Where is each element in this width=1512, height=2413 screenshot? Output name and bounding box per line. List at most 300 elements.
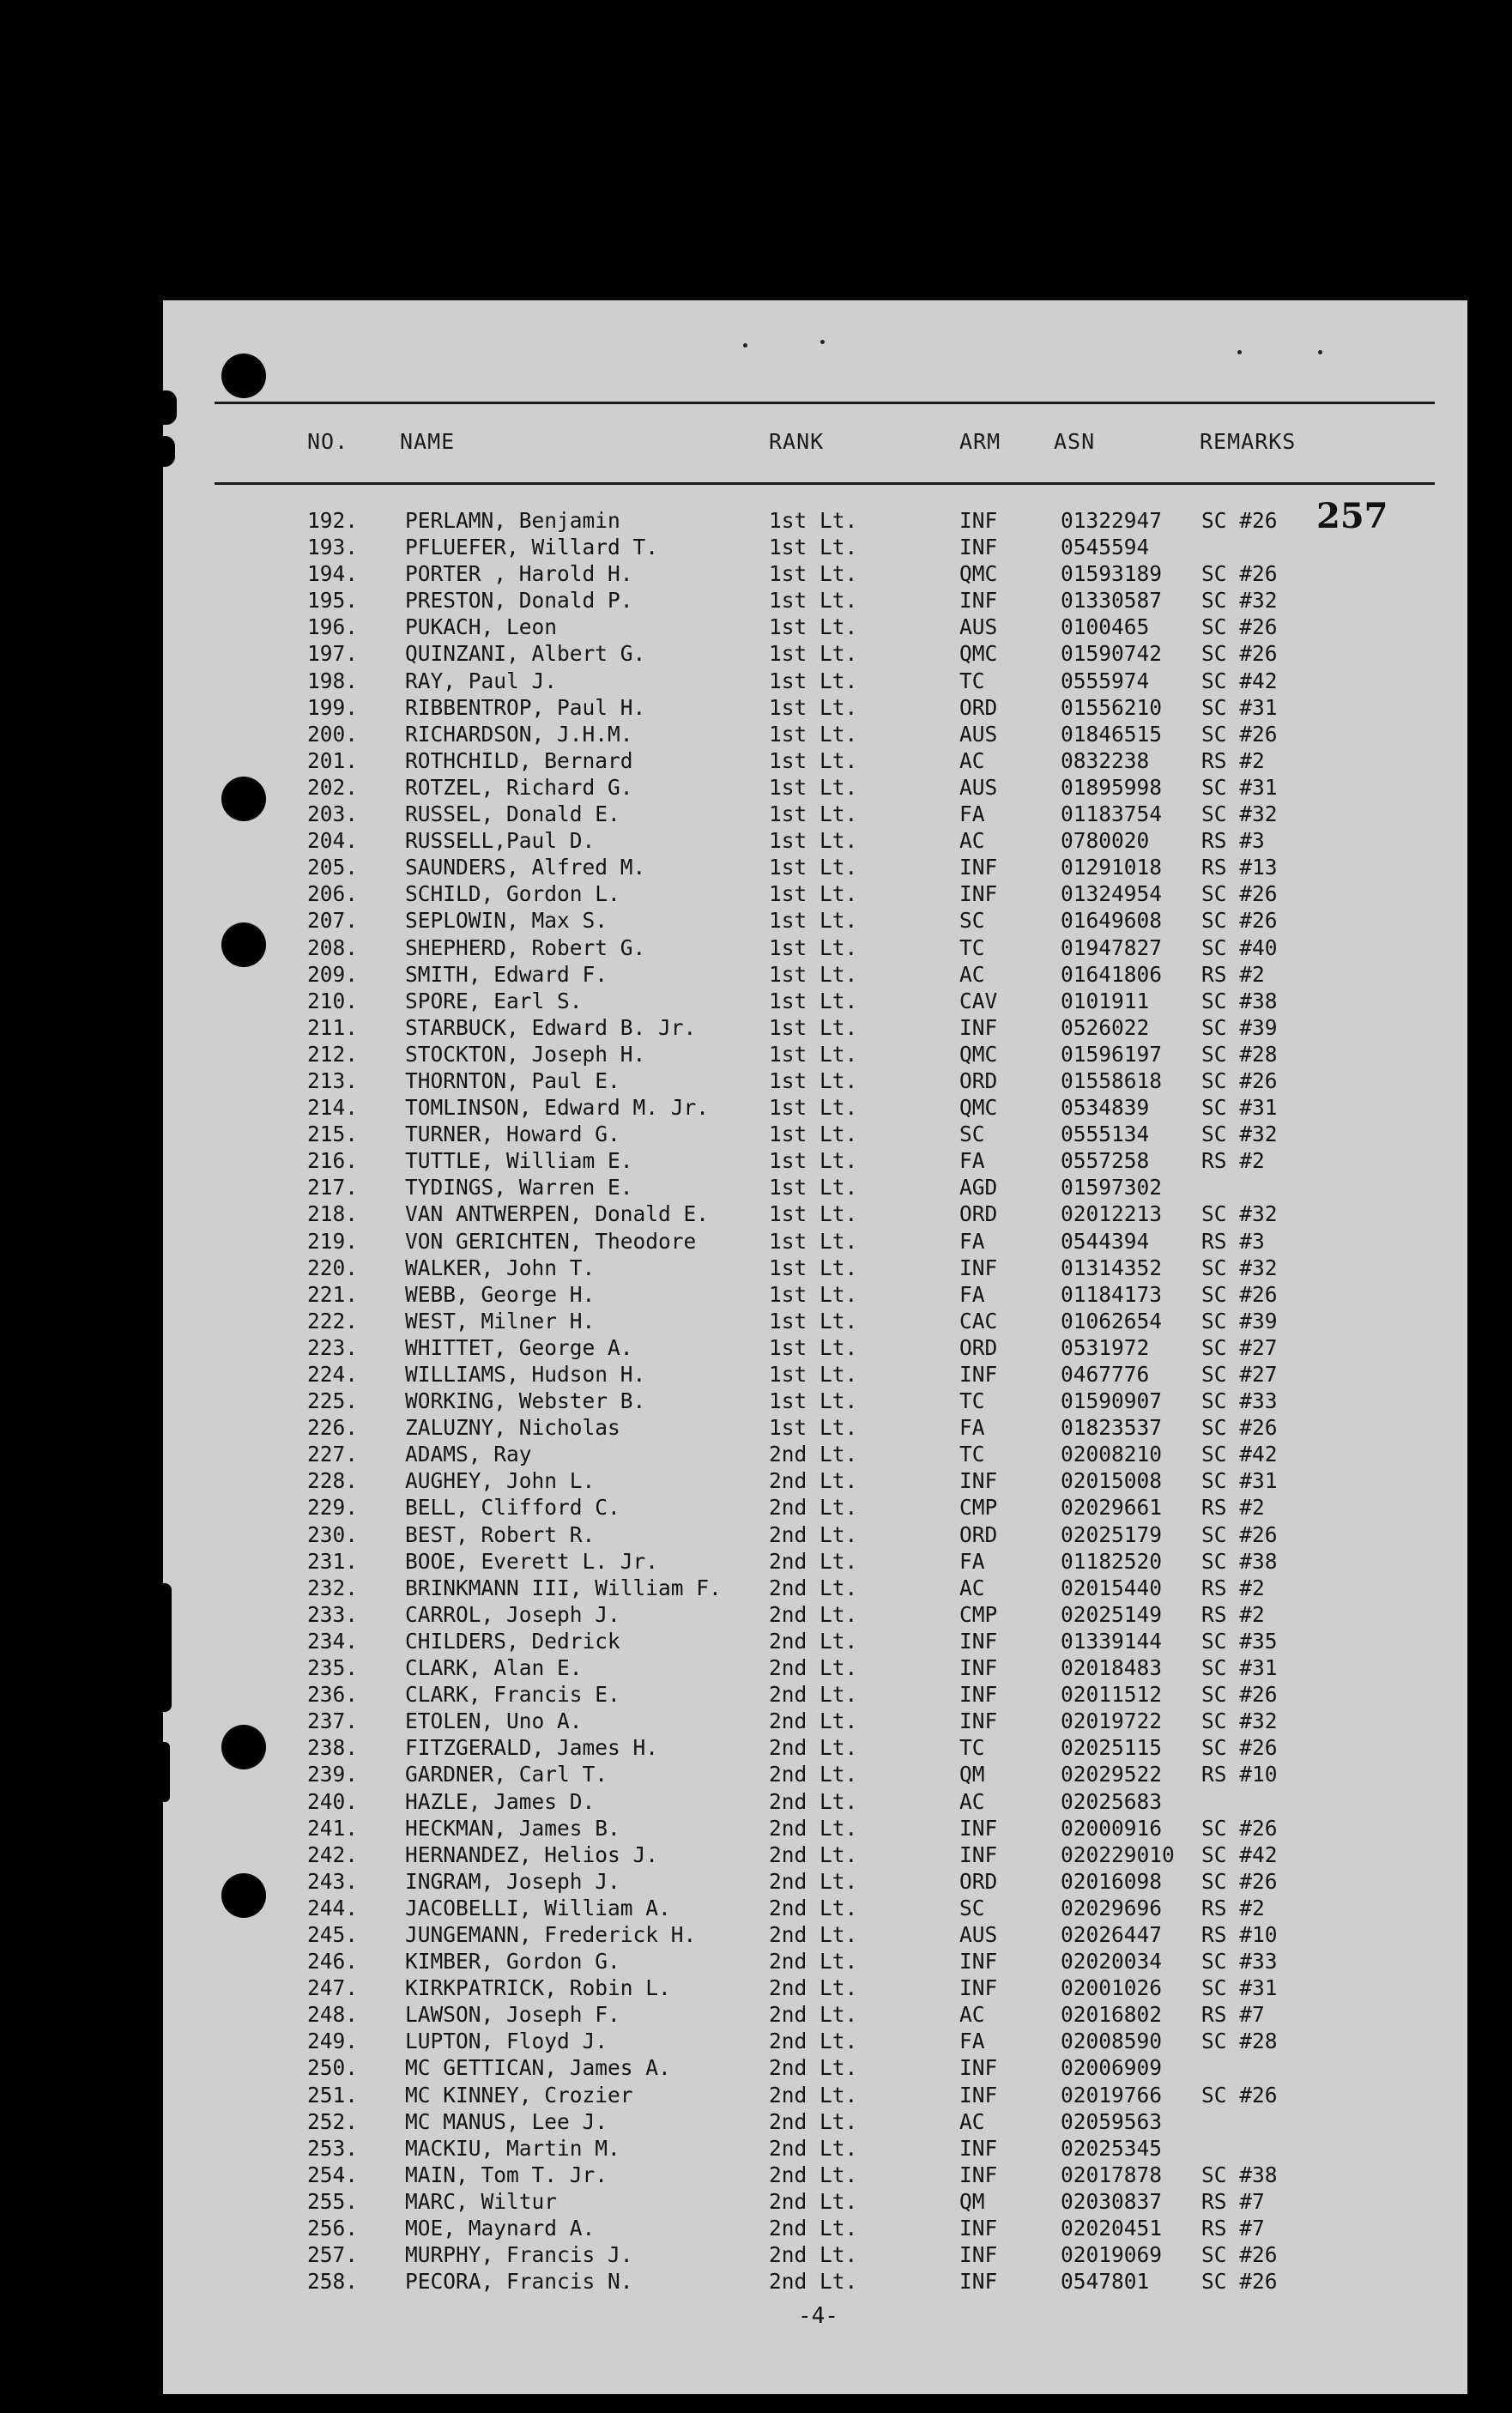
table-row: [163, 2242, 1467, 2269]
table-row: [163, 722, 1467, 748]
row-number: 218.: [307, 1201, 359, 1227]
row-remarks: RS #2: [1201, 1601, 1265, 1627]
table-row: [163, 1549, 1467, 1575]
table-row: [163, 2136, 1467, 2162]
row-remarks: SC #32: [1201, 801, 1278, 827]
row-asn: 01641806: [1061, 961, 1163, 987]
row-name: ZALUZNY, Nicholas: [405, 1415, 620, 1441]
row-asn: 01330587: [1061, 588, 1163, 614]
header-top-rule: [215, 402, 1435, 404]
column-header-no: NO.: [307, 429, 349, 454]
table-row: [163, 1388, 1467, 1415]
row-rank: 1st Lt.: [769, 908, 858, 934]
row-rank: 1st Lt.: [769, 1014, 858, 1040]
row-number: 228.: [307, 1468, 359, 1494]
row-remarks: SC #26: [1201, 1521, 1278, 1547]
row-name: WILLIAMS, Hudson H.: [405, 1362, 646, 1387]
row-remarks: RS #3: [1201, 828, 1265, 854]
row-arm: TC: [959, 1735, 985, 1761]
row-rank: 1st Lt.: [769, 961, 858, 987]
table-row: [163, 588, 1467, 614]
row-rank: 1st Lt.: [769, 561, 858, 587]
row-remarks: SC #26: [1201, 1868, 1278, 1894]
table-row: [163, 1229, 1467, 1255]
row-name: BOOE, Everett L. Jr.: [405, 1548, 659, 1574]
row-arm: INF: [959, 1949, 998, 1975]
row-name: THORNTON, Paul E.: [405, 1067, 620, 1093]
table-row: [163, 695, 1467, 722]
row-number: 220.: [307, 1255, 359, 1280]
row-rank: 2nd Lt.: [769, 1575, 858, 1600]
table-row: [163, 1309, 1467, 1335]
row-asn: 02025179: [1061, 1521, 1163, 1547]
row-name: PERLAMN, Benjamin: [405, 508, 620, 533]
row-asn: 02008590: [1061, 2029, 1163, 2054]
row-asn: 01895998: [1061, 774, 1163, 800]
row-name: BRINKMANN III, William F.: [405, 1575, 722, 1600]
row-asn: 01183754: [1061, 801, 1163, 827]
row-remarks: SC #27: [1201, 1362, 1278, 1387]
row-asn: 02029661: [1061, 1495, 1163, 1521]
row-remarks: SC #32: [1201, 588, 1278, 614]
row-remarks: SC #26: [1201, 908, 1278, 934]
row-arm: CAV: [959, 988, 998, 1013]
row-remarks: SC #38: [1201, 1548, 1278, 1574]
speck: [1237, 350, 1242, 354]
row-arm: INF: [959, 1014, 998, 1040]
row-remarks: RS #3: [1201, 1228, 1265, 1254]
row-name: HERNANDEZ, Helios J.: [405, 1842, 659, 1867]
row-remarks: SC #39: [1201, 1014, 1278, 1040]
row-number: 252.: [307, 2108, 359, 2134]
row-number: 231.: [307, 1548, 359, 1574]
row-arm: AC: [959, 1575, 985, 1600]
row-asn: 01182520: [1061, 1548, 1163, 1574]
row-asn: 0545594: [1061, 535, 1150, 560]
row-asn: 01947827: [1061, 934, 1163, 960]
row-number: 207.: [307, 908, 359, 934]
row-asn: 02059563: [1061, 2108, 1163, 2134]
speck: [820, 340, 825, 344]
row-number: 246.: [307, 1949, 359, 1975]
row-asn: 01324954: [1061, 881, 1163, 907]
row-arm: INF: [959, 1655, 998, 1681]
row-number: 215.: [307, 1122, 359, 1147]
row-rank: 2nd Lt.: [769, 1895, 858, 1920]
row-arm: INF: [959, 1975, 998, 2001]
row-rank: 2nd Lt.: [769, 2108, 858, 2134]
row-number: 233.: [307, 1601, 359, 1627]
row-number: 256.: [307, 2216, 359, 2241]
row-asn: 02019722: [1061, 1708, 1163, 1734]
row-name: RIBBENTROP, Paul H.: [405, 694, 646, 720]
row-remarks: RS #2: [1201, 1495, 1265, 1521]
row-number: 243.: [307, 1868, 359, 1894]
table-row: [163, 1869, 1467, 1896]
row-rank: 1st Lt.: [769, 747, 858, 773]
row-asn: 02008210: [1061, 1442, 1163, 1467]
row-arm: AUS: [959, 721, 998, 747]
row-arm: TC: [959, 1442, 985, 1467]
row-rank: 1st Lt.: [769, 1281, 858, 1307]
row-asn: 02015440: [1061, 1575, 1163, 1600]
row-arm: INF: [959, 2242, 998, 2268]
row-number: 248.: [307, 2002, 359, 2028]
row-number: 219.: [307, 1228, 359, 1254]
table-row: [163, 1442, 1467, 1468]
row-name: RUSSELL,Paul D.: [405, 828, 596, 854]
row-arm: INF: [959, 535, 998, 560]
row-name: VAN ANTWERPEN, Donald E.: [405, 1201, 710, 1227]
row-rank: 1st Lt.: [769, 1041, 858, 1067]
row-asn: 0100465: [1061, 614, 1150, 640]
table-row: [163, 614, 1467, 641]
row-rank: 1st Lt.: [769, 934, 858, 960]
row-arm: INF: [959, 881, 998, 907]
row-arm: AUS: [959, 614, 998, 640]
row-number: 211.: [307, 1014, 359, 1040]
row-number: 244.: [307, 1895, 359, 1920]
table-row: [163, 1362, 1467, 1388]
row-arm: AGD: [959, 1175, 998, 1200]
row-asn: 02026447: [1061, 1921, 1163, 1947]
row-name: BEST, Robert R.: [405, 1521, 596, 1547]
row-number: 208.: [307, 934, 359, 960]
table-row: [163, 1735, 1467, 1762]
table-row: [163, 989, 1467, 1015]
row-asn: 02017878: [1061, 2162, 1163, 2187]
row-number: 253.: [307, 2135, 359, 2161]
row-arm: FA: [959, 1548, 985, 1574]
row-number: 224.: [307, 1362, 359, 1387]
row-name: VON GERICHTEN, Theodore: [405, 1228, 697, 1254]
row-arm: INF: [959, 2162, 998, 2187]
row-arm: CAC: [959, 1308, 998, 1334]
row-name: MC KINNEY, Crozier: [405, 2082, 633, 2108]
table-row: [163, 1495, 1467, 1521]
row-remarks: SC #32: [1201, 1201, 1278, 1227]
row-arm: INF: [959, 508, 998, 533]
row-asn: 02000916: [1061, 1815, 1163, 1841]
table-row: [163, 2162, 1467, 2189]
row-remarks: SC #28: [1201, 1041, 1278, 1067]
row-rank: 2nd Lt.: [769, 1682, 858, 1708]
row-arm: AC: [959, 828, 985, 854]
row-asn: 02012213: [1061, 1201, 1163, 1227]
table-row: [163, 962, 1467, 989]
table-row: [163, 1042, 1467, 1068]
row-remarks: RS #2: [1201, 961, 1265, 987]
row-remarks: SC #31: [1201, 1468, 1278, 1494]
row-asn: 0531972: [1061, 1334, 1150, 1360]
row-name: CLARK, Alan E.: [405, 1655, 583, 1681]
row-arm: FA: [959, 1281, 985, 1307]
row-asn: 02020451: [1061, 2216, 1163, 2241]
row-name: ADAMS, Ray: [405, 1442, 532, 1467]
header-bottom-rule: [215, 482, 1435, 485]
row-asn: 0780020: [1061, 828, 1150, 854]
row-arm: INF: [959, 588, 998, 614]
row-number: 212.: [307, 1041, 359, 1067]
row-name: HAZLE, James D.: [405, 1788, 596, 1814]
table-row: [163, 775, 1467, 801]
row-asn: 02025149: [1061, 1601, 1163, 1627]
table-row: [163, 668, 1467, 695]
row-arm: AUS: [959, 1921, 998, 1947]
row-rank: 1st Lt.: [769, 1148, 858, 1174]
row-number: 251.: [307, 2082, 359, 2108]
row-number: 201.: [307, 747, 359, 773]
table-row: [163, 1522, 1467, 1549]
table-row: [163, 1922, 1467, 1949]
table-row: [163, 1255, 1467, 1282]
row-arm: QMC: [959, 1041, 998, 1067]
table-row: [163, 1975, 1467, 2002]
row-number: 200.: [307, 721, 359, 747]
speck: [1318, 350, 1322, 354]
row-arm: INF: [959, 1842, 998, 1867]
table-row: [163, 935, 1467, 962]
row-rank: 1st Lt.: [769, 1067, 858, 1093]
row-arm: SC: [959, 1895, 985, 1920]
row-number: 249.: [307, 2029, 359, 2054]
row-rank: 1st Lt.: [769, 614, 858, 640]
row-name: STARBUCK, Edward B. Jr.: [405, 1014, 697, 1040]
row-arm: ORD: [959, 694, 998, 720]
row-name: ROTZEL, Richard G.: [405, 774, 633, 800]
row-remarks: SC #26: [1201, 1281, 1278, 1307]
row-remarks: SC #26: [1201, 2082, 1278, 2108]
table-row: [163, 1468, 1467, 1495]
row-rank: 1st Lt.: [769, 1095, 858, 1121]
row-remarks: SC #42: [1201, 1842, 1278, 1867]
row-remarks: RS #10: [1201, 1762, 1278, 1787]
row-name: AUGHEY, John L.: [405, 1468, 596, 1494]
row-arm: ORD: [959, 1334, 998, 1360]
row-rank: 2nd Lt.: [769, 2135, 858, 2161]
row-rank: 1st Lt.: [769, 1334, 858, 1360]
row-remarks: SC #26: [1201, 1067, 1278, 1093]
column-header-asn: ASN: [1054, 429, 1096, 454]
table-row: [163, 1201, 1467, 1228]
row-number: 250.: [307, 2055, 359, 2081]
torn-edge-mark: [163, 390, 177, 425]
row-remarks: RS #7: [1201, 2216, 1265, 2241]
row-name: ROTHCHILD, Bernard: [405, 747, 633, 773]
row-arm: CMP: [959, 1495, 998, 1521]
row-name: JACOBELLI, William A.: [405, 1895, 671, 1920]
column-header-remarks: REMARKS: [1200, 429, 1297, 454]
punch-hole: [221, 354, 266, 398]
row-remarks: RS #2: [1201, 1148, 1265, 1174]
row-rank: 1st Lt.: [769, 801, 858, 827]
row-name: SMITH, Edward F.: [405, 961, 608, 987]
row-rank: 2nd Lt.: [769, 1655, 858, 1681]
row-remarks: SC #31: [1201, 1975, 1278, 2001]
row-remarks: SC #40: [1201, 934, 1278, 960]
column-header-rank: RANK: [769, 429, 825, 454]
row-number: 245.: [307, 1921, 359, 1947]
row-asn: 02030837: [1061, 2188, 1163, 2214]
row-asn: 0547801: [1061, 2269, 1150, 2295]
row-arm: QMC: [959, 1095, 998, 1121]
row-asn: 02025683: [1061, 1788, 1163, 1814]
row-remarks: SC #27: [1201, 1334, 1278, 1360]
row-name: TOMLINSON, Edward M. Jr.: [405, 1095, 710, 1121]
row-arm: QMC: [959, 561, 998, 587]
row-remarks: SC #31: [1201, 694, 1278, 720]
row-number: 194.: [307, 561, 359, 587]
row-asn: 01593189: [1061, 561, 1163, 587]
row-number: 196.: [307, 614, 359, 640]
row-number: 229.: [307, 1495, 359, 1521]
row-number: 226.: [307, 1415, 359, 1441]
table-row: [163, 2029, 1467, 2055]
row-number: 232.: [307, 1575, 359, 1600]
roster-table: [163, 508, 1467, 2295]
row-rank: 2nd Lt.: [769, 2055, 858, 2081]
table-row: [163, 1335, 1467, 1362]
row-asn: 02029696: [1061, 1895, 1163, 1920]
row-arm: AC: [959, 2108, 985, 2134]
row-remarks: SC #38: [1201, 988, 1278, 1013]
row-arm: ORD: [959, 1868, 998, 1894]
row-rank: 1st Lt.: [769, 988, 858, 1013]
row-asn: 0544394: [1061, 1228, 1150, 1254]
row-rank: 1st Lt.: [769, 588, 858, 614]
row-number: 214.: [307, 1095, 359, 1121]
row-arm: FA: [959, 801, 985, 827]
table-row: [163, 1816, 1467, 1842]
row-asn: 0467776: [1061, 1362, 1150, 1387]
row-asn: 01823537: [1061, 1415, 1163, 1441]
row-number: 213.: [307, 1067, 359, 1093]
column-header-arm: ARM: [959, 429, 1001, 454]
row-number: 254.: [307, 2162, 359, 2187]
row-arm: AC: [959, 747, 985, 773]
table-row: [163, 1175, 1467, 1201]
row-remarks: SC #26: [1201, 641, 1278, 667]
table-row: [163, 1789, 1467, 1816]
row-remarks: SC #35: [1201, 1628, 1278, 1654]
row-number: 237.: [307, 1708, 359, 1734]
row-number: 257.: [307, 2242, 359, 2268]
row-remarks: SC #26: [1201, 614, 1278, 640]
row-rank: 2nd Lt.: [769, 1735, 858, 1761]
row-name: SPORE, Earl S.: [405, 988, 583, 1013]
row-rank: 2nd Lt.: [769, 1628, 858, 1654]
table-row: [163, 1095, 1467, 1122]
row-number: 210.: [307, 988, 359, 1013]
row-remarks: SC #33: [1201, 1949, 1278, 1975]
row-number: 234.: [307, 1628, 359, 1654]
row-number: 227.: [307, 1442, 359, 1467]
row-rank: 1st Lt.: [769, 535, 858, 560]
row-asn: 01339144: [1061, 1628, 1163, 1654]
row-asn: 0555134: [1061, 1122, 1150, 1147]
row-rank: 1st Lt.: [769, 1362, 858, 1387]
row-name: RUSSEL, Donald E.: [405, 801, 620, 827]
row-name: WALKER, John T.: [405, 1255, 596, 1280]
table-row: [163, 1148, 1467, 1175]
row-asn: 02019766: [1061, 2082, 1163, 2108]
table-row: [163, 2055, 1467, 2082]
row-name: STOCKTON, Joseph H.: [405, 1041, 646, 1067]
row-rank: 2nd Lt.: [769, 2082, 858, 2108]
row-remarks: SC #32: [1201, 1255, 1278, 1280]
row-remarks: RS #10: [1201, 1921, 1278, 1947]
row-asn: 01184173: [1061, 1281, 1163, 1307]
row-name: WHITTET, George A.: [405, 1334, 633, 1360]
row-remarks: SC #26: [1201, 2242, 1278, 2268]
row-number: 199.: [307, 694, 359, 720]
row-name: TUTTLE, William E.: [405, 1148, 633, 1174]
row-remarks: SC #26: [1201, 1682, 1278, 1708]
row-rank: 1st Lt.: [769, 668, 858, 693]
row-rank: 1st Lt.: [769, 774, 858, 800]
row-asn: 0526022: [1061, 1014, 1150, 1040]
row-rank: 2nd Lt.: [769, 1548, 858, 1574]
row-arm: TC: [959, 934, 985, 960]
row-number: 221.: [307, 1281, 359, 1307]
table-row: [163, 1122, 1467, 1148]
row-arm: QM: [959, 2188, 985, 2214]
row-rank: 1st Lt.: [769, 721, 858, 747]
row-remarks: SC #26: [1201, 721, 1278, 747]
table-row: [163, 508, 1467, 535]
row-asn: 02011512: [1061, 1682, 1163, 1708]
table-row: [163, 1762, 1467, 1788]
row-rank: 2nd Lt.: [769, 2242, 858, 2268]
row-arm: INF: [959, 1815, 998, 1841]
row-asn: 01846515: [1061, 721, 1163, 747]
row-remarks: SC #26: [1201, 561, 1278, 587]
row-asn: 02020034: [1061, 1949, 1163, 1975]
row-name: PFLUEFER, Willard T.: [405, 535, 659, 560]
row-rank: 1st Lt.: [769, 855, 858, 880]
row-remarks: SC #33: [1201, 1388, 1278, 1414]
table-row: [163, 908, 1467, 934]
table-row: [163, 1015, 1467, 1042]
row-number: 202.: [307, 774, 359, 800]
row-number: 235.: [307, 1655, 359, 1681]
row-remarks: SC #31: [1201, 774, 1278, 800]
row-remarks: RS #2: [1201, 747, 1265, 773]
row-name: CHILDERS, Dedrick: [405, 1628, 620, 1654]
row-rank: 1st Lt.: [769, 1201, 858, 1227]
row-remarks: SC #32: [1201, 1708, 1278, 1734]
row-number: 247.: [307, 1975, 359, 2001]
row-arm: INF: [959, 2269, 998, 2295]
row-rank: 1st Lt.: [769, 694, 858, 720]
row-asn: 02025345: [1061, 2135, 1163, 2161]
row-name: WEST, Milner H.: [405, 1308, 596, 1334]
row-rank: 1st Lt.: [769, 1255, 858, 1280]
row-name: ETOLEN, Uno A.: [405, 1708, 583, 1734]
row-rank: 2nd Lt.: [769, 1495, 858, 1521]
row-name: CLARK, Francis E.: [405, 1682, 620, 1708]
row-name: SHEPHERD, Robert G.: [405, 934, 646, 960]
row-name: JUNGEMANN, Frederick H.: [405, 1921, 697, 1947]
table-row: [163, 2189, 1467, 2216]
row-rank: 2nd Lt.: [769, 1788, 858, 1814]
row-name: QUINZANI, Albert G.: [405, 641, 646, 667]
row-asn: 01558618: [1061, 1067, 1163, 1093]
row-name: RICHARDSON, J.H.M.: [405, 721, 633, 747]
row-name: SCHILD, Gordon L.: [405, 881, 620, 907]
row-rank: 2nd Lt.: [769, 2002, 858, 2028]
row-name: TURNER, Howard G.: [405, 1122, 620, 1147]
